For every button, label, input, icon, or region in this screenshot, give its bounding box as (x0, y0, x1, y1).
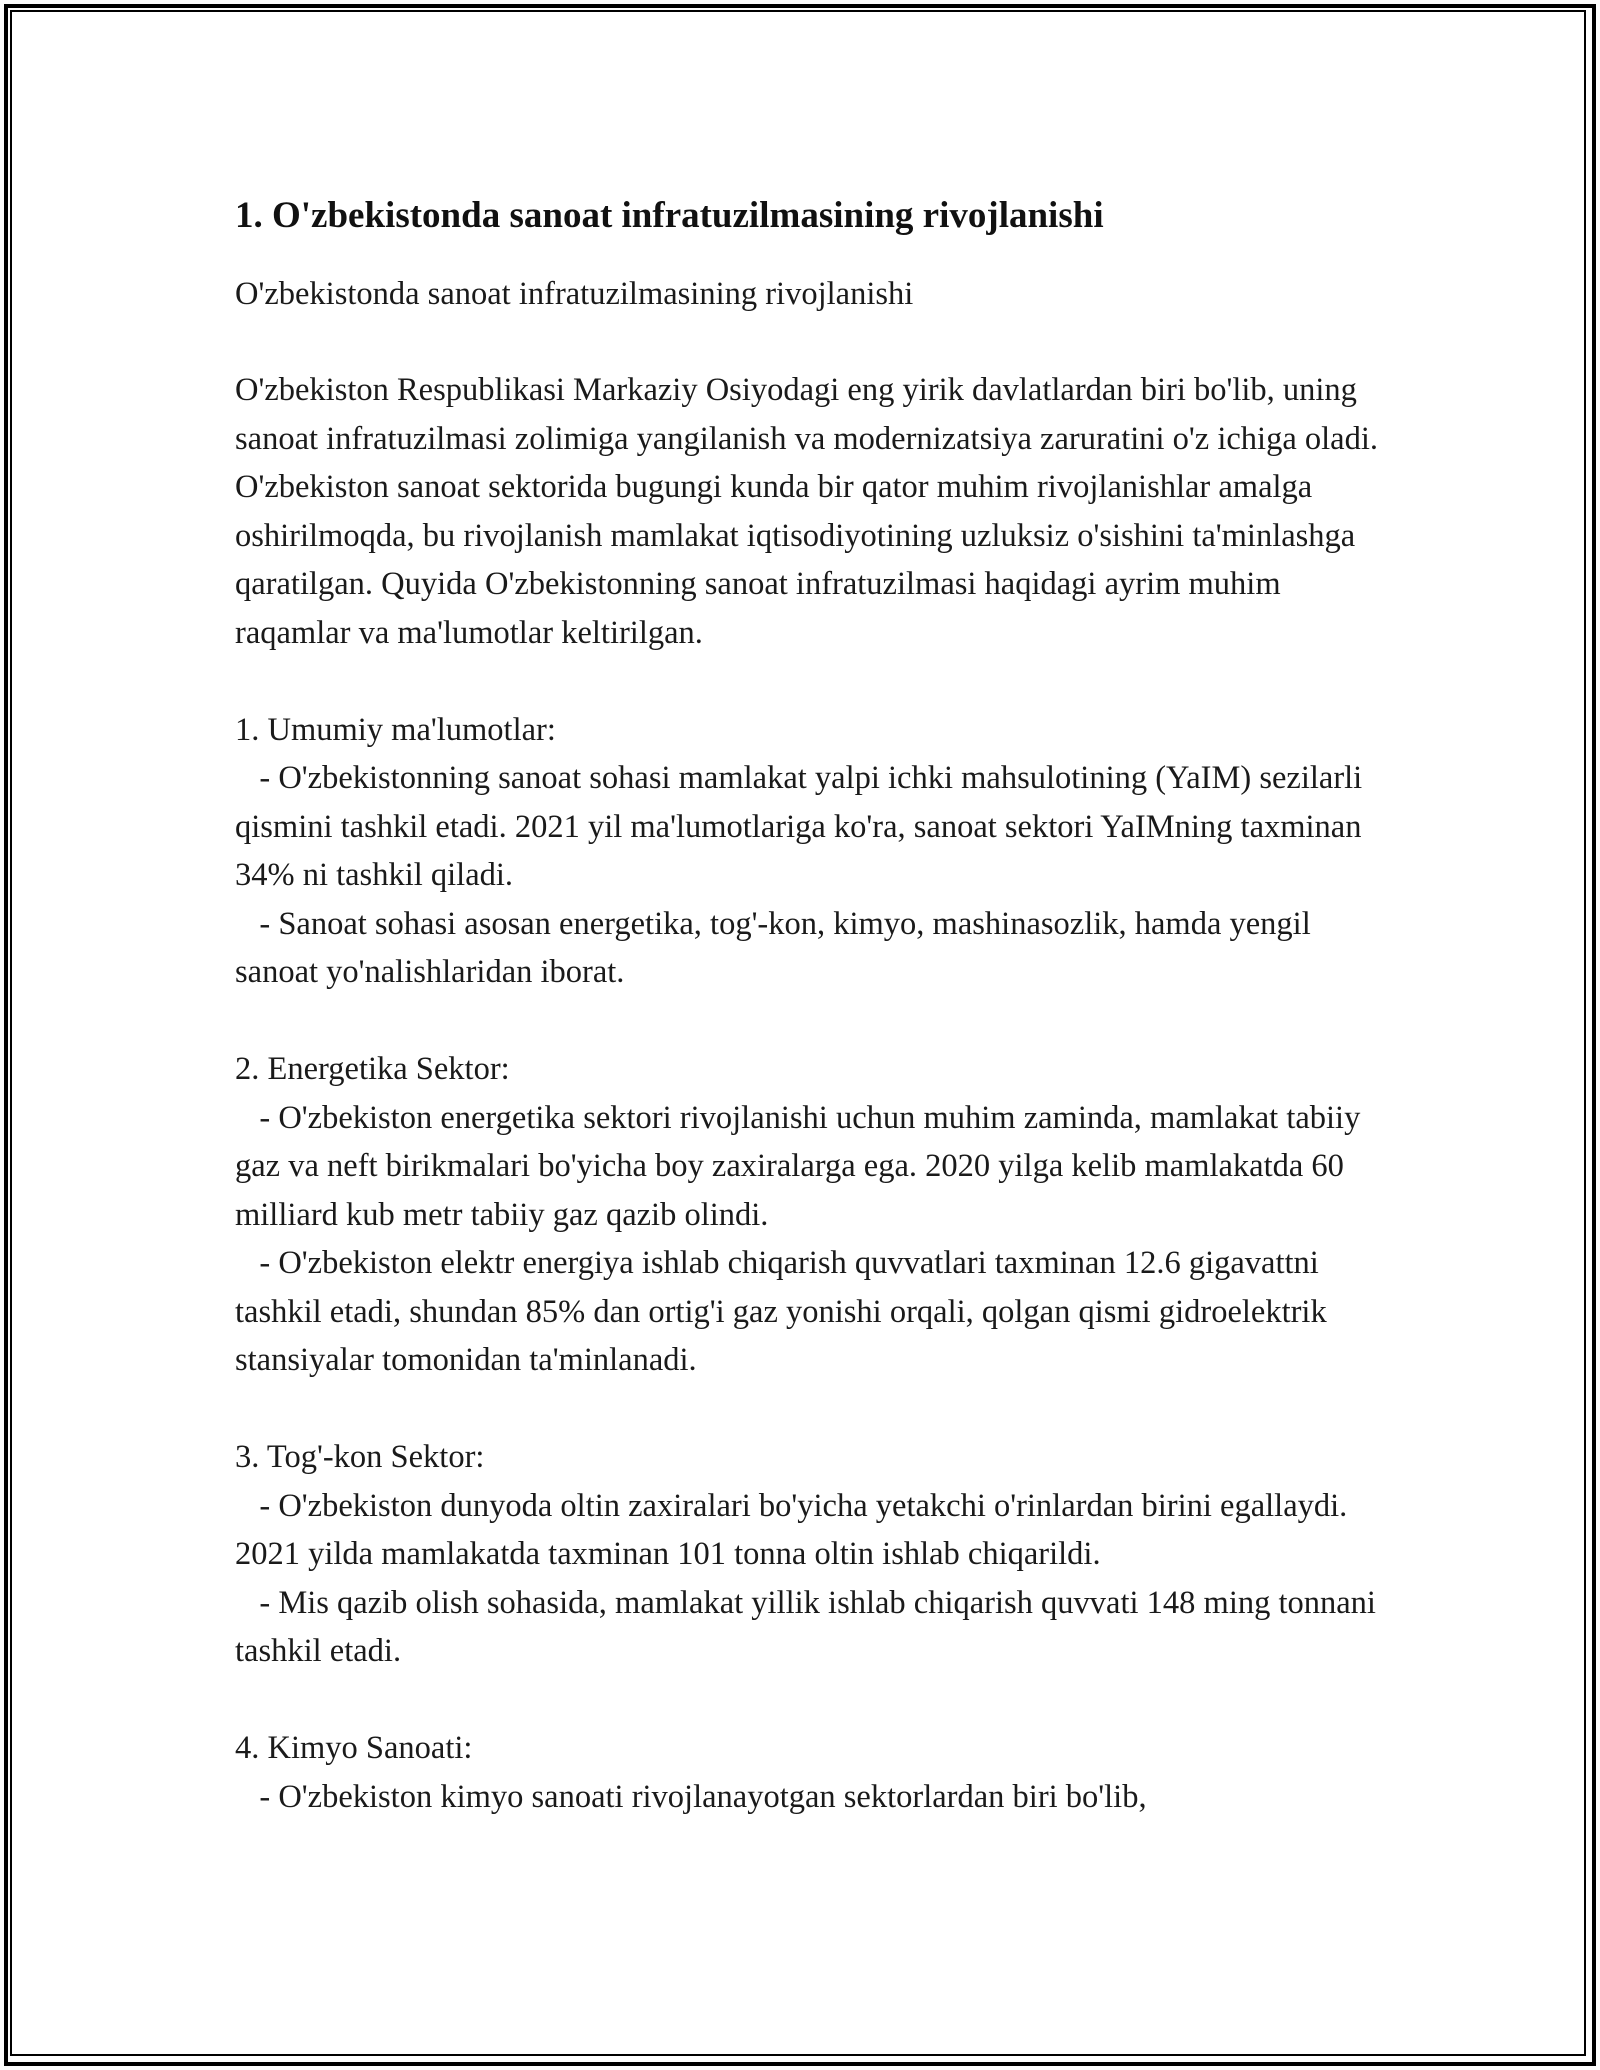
list-item: - O'zbekistonning sanoat sohasi mamlakat yalpi ichki mahsulotining (YaIM) sezilarli qismini tashkil etadi. 2021 yil ma'lumotlariga ko'ra, sanoat sektori YaIMning taxminan 34% ni tashkil qiladi. (235, 760, 1371, 893)
section-heading: 1. Umumiy ma'lumotlar: (235, 711, 556, 748)
list-item: - Sanoat sohasi asosan energetika, tog'-kon, kimyo, mashinasozlik, hamda yengil sanoat yo'nalishlaridan iborat. (235, 905, 1319, 990)
section-mining (235, 1433, 1385, 1676)
section-energy (235, 1045, 1385, 1385)
section-heading: 4. Kimyo Sanoati: (235, 1730, 473, 1766)
list-item: - Mis qazib olish sohasida, mamlakat yillik ishlab chiqarish quvvati 148 ming tonnani tashkil etadi. (235, 1584, 1385, 1669)
document-body (235, 192, 1385, 1821)
section-general-info (235, 706, 1385, 997)
document-title: 1. O'zbekistonda sanoat infratuzilmasining rivojlanishi (235, 195, 1104, 236)
list-item: - O'zbekiston energetika sektori rivojlanishi uchun muhim zaminda, mamlakat tabiiy gaz va neft birikmalari bo'yicha boy zaxiralarga ega. 2020 yilga kelib mamlakatda 60 milliard kub metr tabiiy gaz qazib olindi. (235, 1099, 1369, 1233)
section-heading: 3. Tog'-kon Sektor: (235, 1439, 485, 1475)
section-chemical (235, 1724, 1385, 1821)
list-item: - O'zbekiston elektr energiya ishlab chiqarish quvvatlari taxminan 12.6 gigavattni tashkil etadi, shundan 85% dan ortig'i gaz yonishi orqali, qolgan qismi gidroelektrik stansiyalar tomonidan ta'minlanadi. (235, 1245, 1335, 1378)
list-item: - O'zbekiston kimyo sanoati rivojlanayotgan sektorlardan biri bo'lib, (235, 1778, 1147, 1815)
list-item: - O'zbekiston dunyoda oltin zaxiralari bo'yicha yetakchi o'rinlardan birini egallaydi. 2021 yilda mamlakatda taxminan 101 tonna oltin ishlab chiqarildi. (235, 1487, 1356, 1572)
document-subtitle: O'zbekistonda sanoat infratuzilmasining rivojlanishi (235, 276, 914, 312)
intro-paragraph: O'zbekiston Respublikasi Markaziy Osiyodagi eng yirik davlatlardan biri bo'lib, uning sanoat infratuzilmasi zolimiga yangilanish va modernizatsiya zaruratini o'z ichiga oladi. O'zbekiston sanoat sektorida bugungi kunda bir qator muhim rivojlanishlar amalga oshirilmoqda, bu rivojlanish mamlakat iqtisodiyotining uzluksiz o'sishini ta'minlashga qaratilgan. Quyida O'zbekistonning sanoat infratuzilmasi haqidagi ayrim muhim raqamlar va ma'lumotlar keltirilgan. (235, 372, 1378, 651)
section-heading: 2. Energetika Sektor: (235, 1051, 510, 1087)
